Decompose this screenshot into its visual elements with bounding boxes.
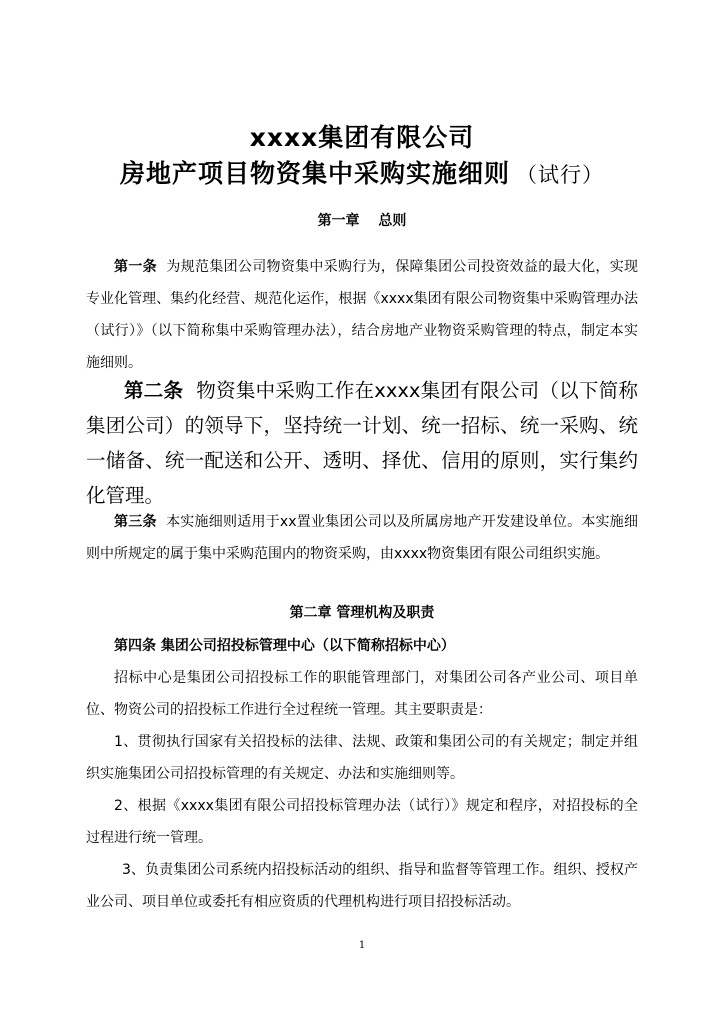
- article-4-heading: 第四条 集团公司招投标管理中心（以下简称招标中心）: [114, 638, 455, 654]
- article-1: [86, 251, 638, 379]
- article-3-label: 第三条: [114, 514, 157, 530]
- chapter-1-heading: 第一章 总则: [317, 213, 407, 229]
- article-1-label: 第一条: [114, 259, 157, 275]
- article-1-text: 为规范集团公司物资集中采购行为，保障集团公司投资效益的最大化，实现专业化管理、集约化经营、规范化运作，根据《xxxx集团有限公司物资集中采购管理办法（试行）》（以下简称集中采购管理办法），结合房地产业物资采购管理的特点，制定本实施细则。: [86, 259, 639, 371]
- page-number: 1: [358, 940, 366, 951]
- document-title-main: 房地产项目物资集中采购实施细则: [119, 159, 510, 188]
- article-2-text: 物资集中采购工作在xxxx集团有限公司（以下简称集团公司）的领导下，坚持统一计划、统一招标、统一采购、统一储备、统一配送和公开、透明、择优、信用的原则，实行集约化管理。: [86, 379, 638, 507]
- article-4-intro: 招标中心是集团公司招投标工作的职能管理部门，对集团公司各产业公司、项目单位、物资公司的招投标工作进行全过程统一管理。其主要职责是：: [86, 670, 638, 718]
- document-title-line2: [0, 154, 724, 190]
- article-2: [86, 373, 638, 513]
- article-2-label: 第二条: [124, 379, 184, 402]
- article-4-item-3: 3、负责集团公司系统内招投标活动的组织、指导和监督等管理工作。组织、授权产业公司、项目单位或委托有相应资质的代理机构进行项目招投标活动。: [86, 862, 638, 910]
- article-4-item-2: 2、根据《xxxx集团有限公司招投标管理办法（试行）》规定和程序，对招投标的全过程进行统一管理。: [86, 798, 638, 846]
- document-title-line1: xxxx集团有限公司: [249, 123, 475, 152]
- document-title-suffix: （试行）: [516, 163, 604, 187]
- article-3-text: 本实施细则适用于xx置业集团公司以及所属房地产开发建设单位。本实施细则中所规定的属于集中采购范围内的物资采购，由xxxx物资集团有限公司组织实施。: [86, 514, 639, 562]
- article-4-item-1: 1、贯彻执行国家有关招投标的法律、法规、政策和集团公司的有关规定；制定并组织实施集团公司招投标管理的有关规定、办法和实施细则等。: [86, 734, 638, 782]
- chapter-2-heading: 第二章 管理机构及职责: [289, 605, 435, 621]
- article-3: [86, 506, 638, 570]
